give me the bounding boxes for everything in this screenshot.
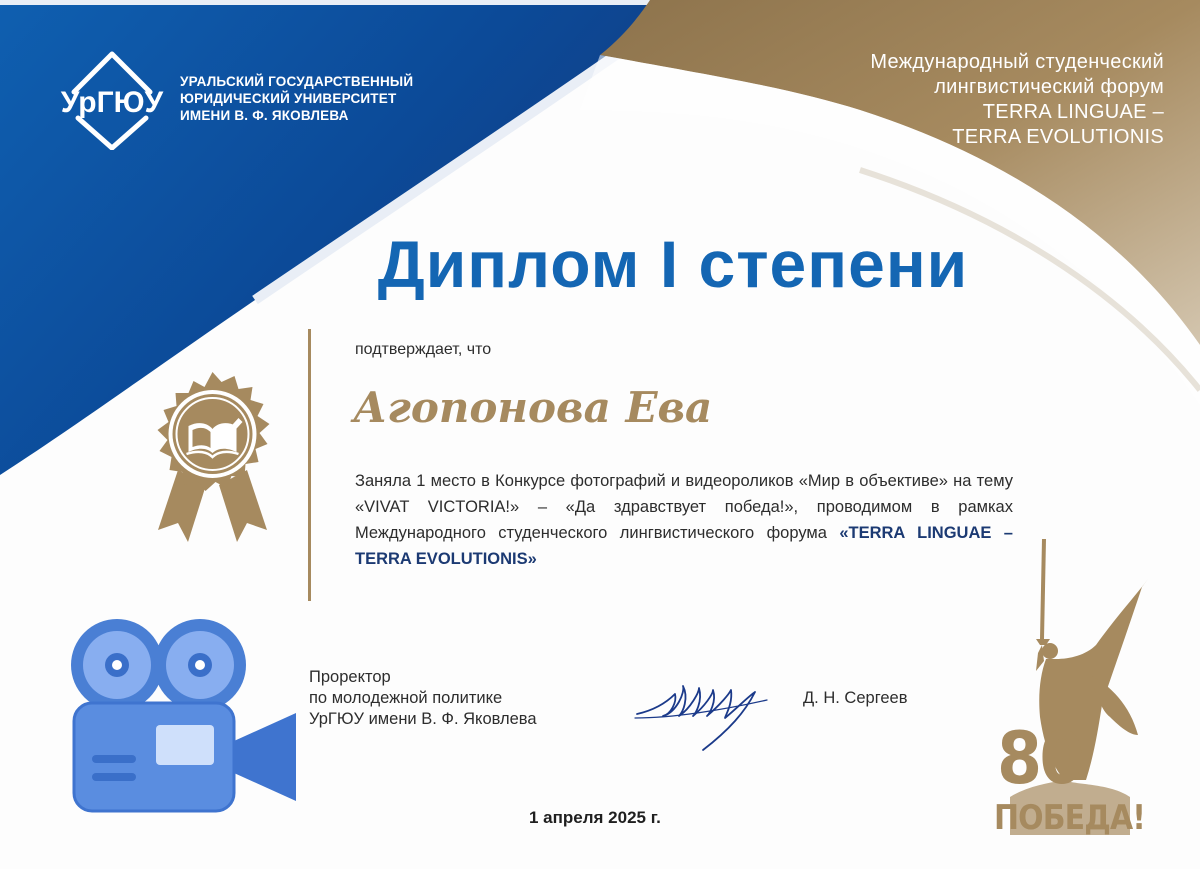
diploma-title: Диплом I степени (377, 227, 969, 301)
university-name-line: ЮРИДИЧЕСКИЙ УНИВЕРСИТЕТ (180, 91, 397, 106)
university-name-line: ИМЕНИ В. Ф. ЯКОВЛЕВА (180, 108, 349, 123)
signer-position-line: Проректор (309, 668, 391, 686)
forum-name-line: лингвистический форум (934, 76, 1164, 98)
gold-divider (308, 329, 311, 601)
confirms-text: подтверждает, что (355, 341, 492, 358)
forum-name-line: TERRA EVOLUTIONIS (952, 126, 1164, 148)
video-camera-icon (70, 617, 300, 815)
university-logo (48, 50, 176, 150)
signature-image (633, 672, 771, 754)
signer-position-line: УрГЮУ имени В. Ф. Яковлева (309, 710, 537, 728)
signer-position (309, 667, 537, 730)
forum-name (870, 50, 1164, 150)
forum-name-line: Международный студенческий (870, 51, 1164, 73)
medal-book-icon (140, 370, 285, 555)
university-name (180, 73, 413, 124)
recipient-name: Агопонова Ева (353, 383, 713, 432)
award-description-text: Заняла 1 место в Конкурсе фотографий и видеороликов «Мир в объективе» на тему «VIVAT VICTORIA!» – «Да здравствует победа!», проводимом в рамках Международного студенческого лингвистического форума (355, 472, 1013, 542)
forum-name-bold: «TERRA LINGUAE – TERRA EVOLUTIONIS» (355, 524, 1013, 568)
victory-number: 80 (997, 716, 1082, 800)
university-abbr: УрГЮУ (60, 86, 164, 119)
signer-position-line: по молодежной политике (309, 689, 503, 707)
forum-name-line: TERRA LINGUAE – (982, 101, 1164, 123)
university-name-line: УРАЛЬСКИЙ ГОСУДАРСТВЕННЫЙ (180, 74, 414, 89)
issue-date: 1 апреля 2025 г. (529, 808, 661, 827)
award-description (355, 468, 1013, 572)
victory-text: ПОБЕДА! (994, 798, 1146, 838)
signer-name: Д. Н. Сергеев (803, 689, 908, 707)
